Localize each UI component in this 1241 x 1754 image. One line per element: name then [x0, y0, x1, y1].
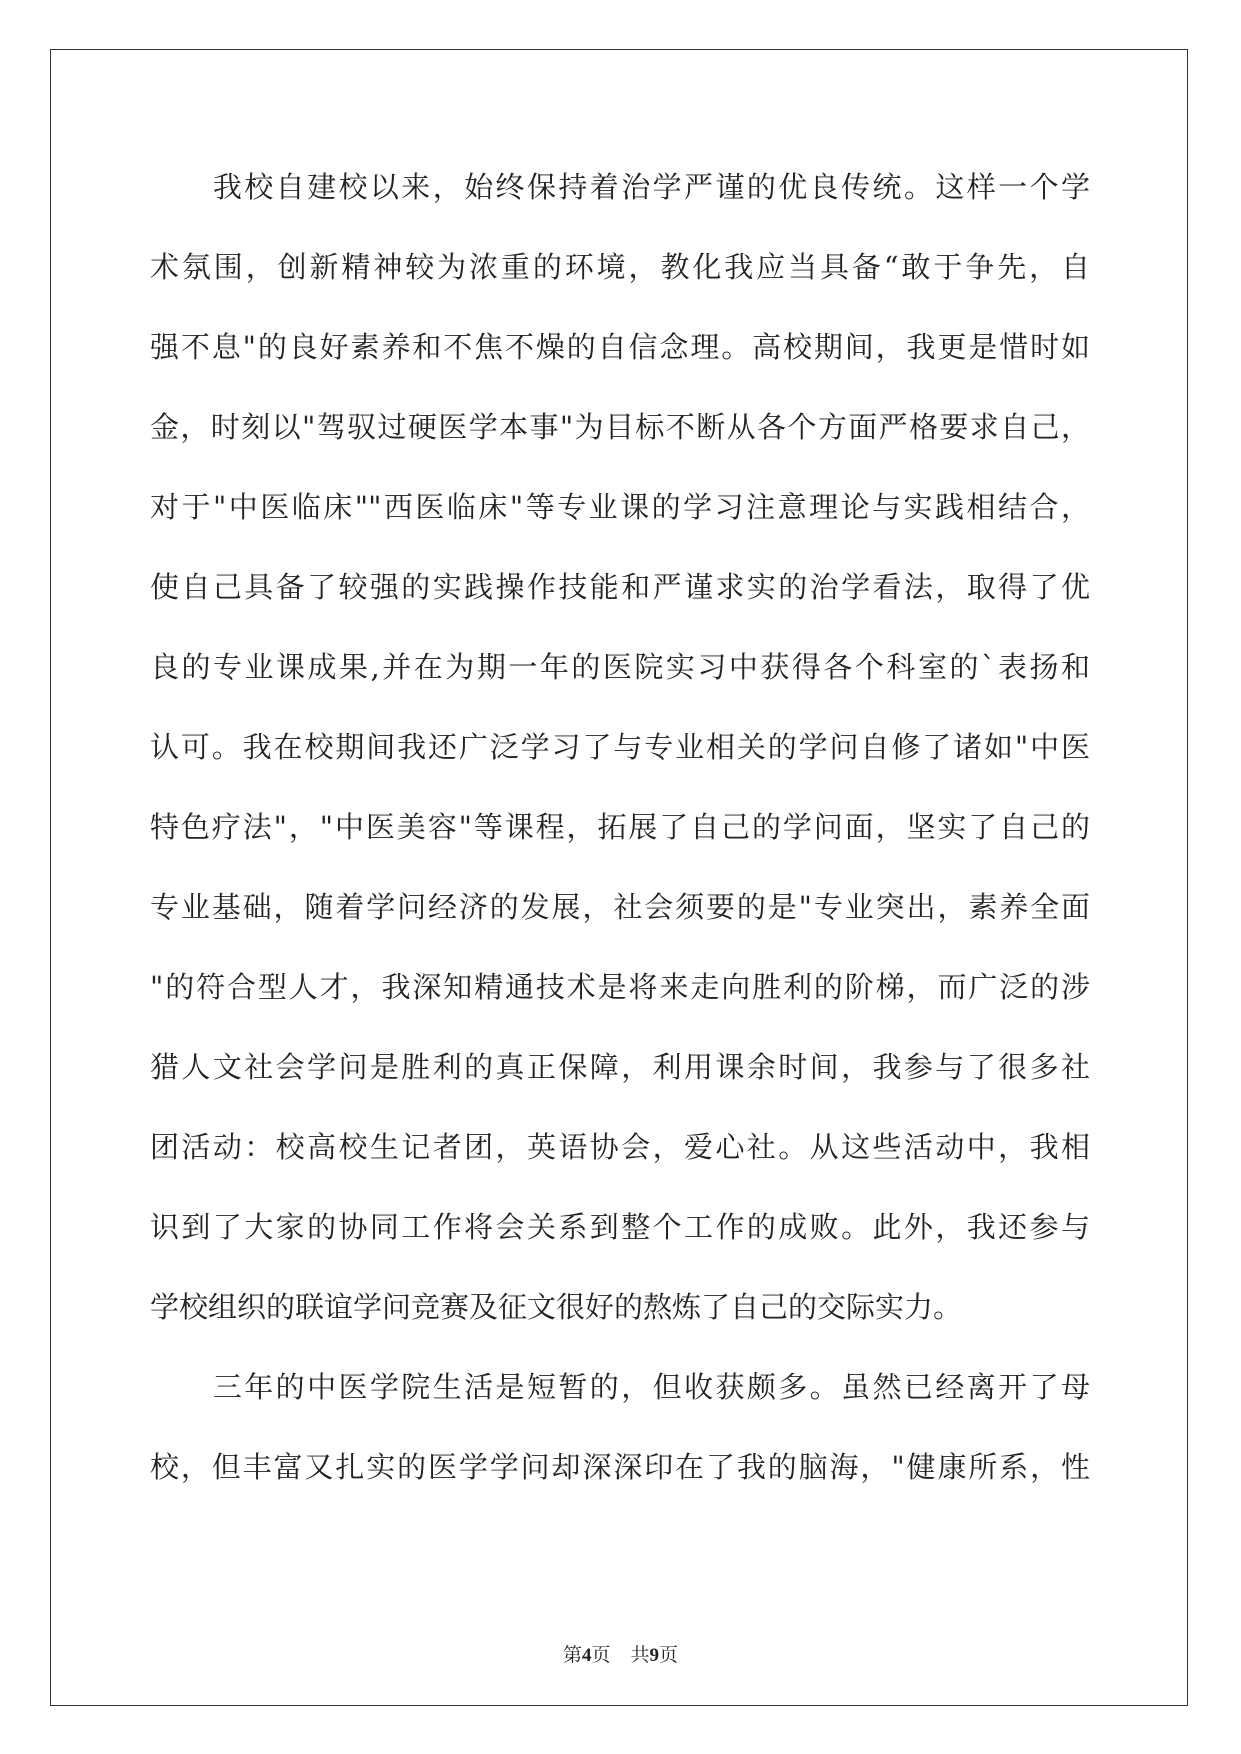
text-line: 认可。我在校期间我还广泛学习了与专业相关的学问自修了诸如"中医	[150, 730, 1090, 764]
text-line: 良的专业课成果,并在为期一年的医院实习中获得各个科室的`表扬和	[150, 650, 1090, 684]
paragraph-end-line: 学校组织的联谊学问竞赛及征文很好的熬炼了自己的交际实力。	[150, 1290, 963, 1324]
total-pages-number: 9	[649, 1645, 660, 1666]
text-line: 使自己具备了较强的实践操作技能和严谨求实的治学看法，取得了优	[150, 570, 1090, 604]
text-line: 术氛围，创新精神较为浓重的环境，教化我应当具备“敢于争先，自	[150, 250, 1090, 284]
text-line: 我校自建校以来，始终保持着治学严谨的优良传统。这样一个学	[150, 170, 1090, 204]
text-line: 对于"中医临床""西医临床"等专业课的学习注意理论与实践相结合，	[150, 490, 1090, 524]
text-line: 校，但丰富又扎实的医学学问却深深印在了我的脑海，"健康所系，性	[150, 1450, 1090, 1484]
text-line: "的符合型人才，我深知精通技术是将来走向胜利的阶梯，而广泛的涉	[150, 970, 1090, 1004]
text-line: 强不息"的良好素养和不焦不燥的自信念理。高校期间，我更是惜时如	[150, 330, 1090, 364]
text-line: 金，时刻以"驾驭过硬医学本事"为目标不断从各个方面严格要求自己，	[150, 410, 1090, 444]
footer-total-prefix: 共	[630, 1645, 650, 1666]
text-line: 团活动：校高校生记者团，英语协会，爱心社。从这些活动中，我相	[150, 1130, 1090, 1164]
page-footer	[0, 1640, 1241, 1667]
current-page-number: 4	[581, 1645, 592, 1666]
footer-total-unit: 页	[659, 1645, 679, 1666]
document-body	[150, 147, 1090, 1507]
text-line: 猎人文社会学问是胜利的真正保障，利用课余时间，我参与了很多社	[150, 1050, 1090, 1084]
footer-page-unit: 页	[591, 1645, 611, 1666]
text-line: 识到了大家的协同工作将会关系到整个工作的成败。此外，我还参与	[150, 1210, 1090, 1244]
text-line: 专业基础，随着学问经济的发展，社会须要的是"专业突出，素养全面	[150, 890, 1090, 924]
footer-prefix: 第	[562, 1645, 582, 1666]
text-line: 特色疗法"，"中医美容"等课程，拓展了自己的学问面，坚实了自己的	[150, 810, 1090, 844]
text-line: 三年的中医学院生活是短暂的，但收获颇多。虽然已经离开了母	[150, 1370, 1090, 1404]
